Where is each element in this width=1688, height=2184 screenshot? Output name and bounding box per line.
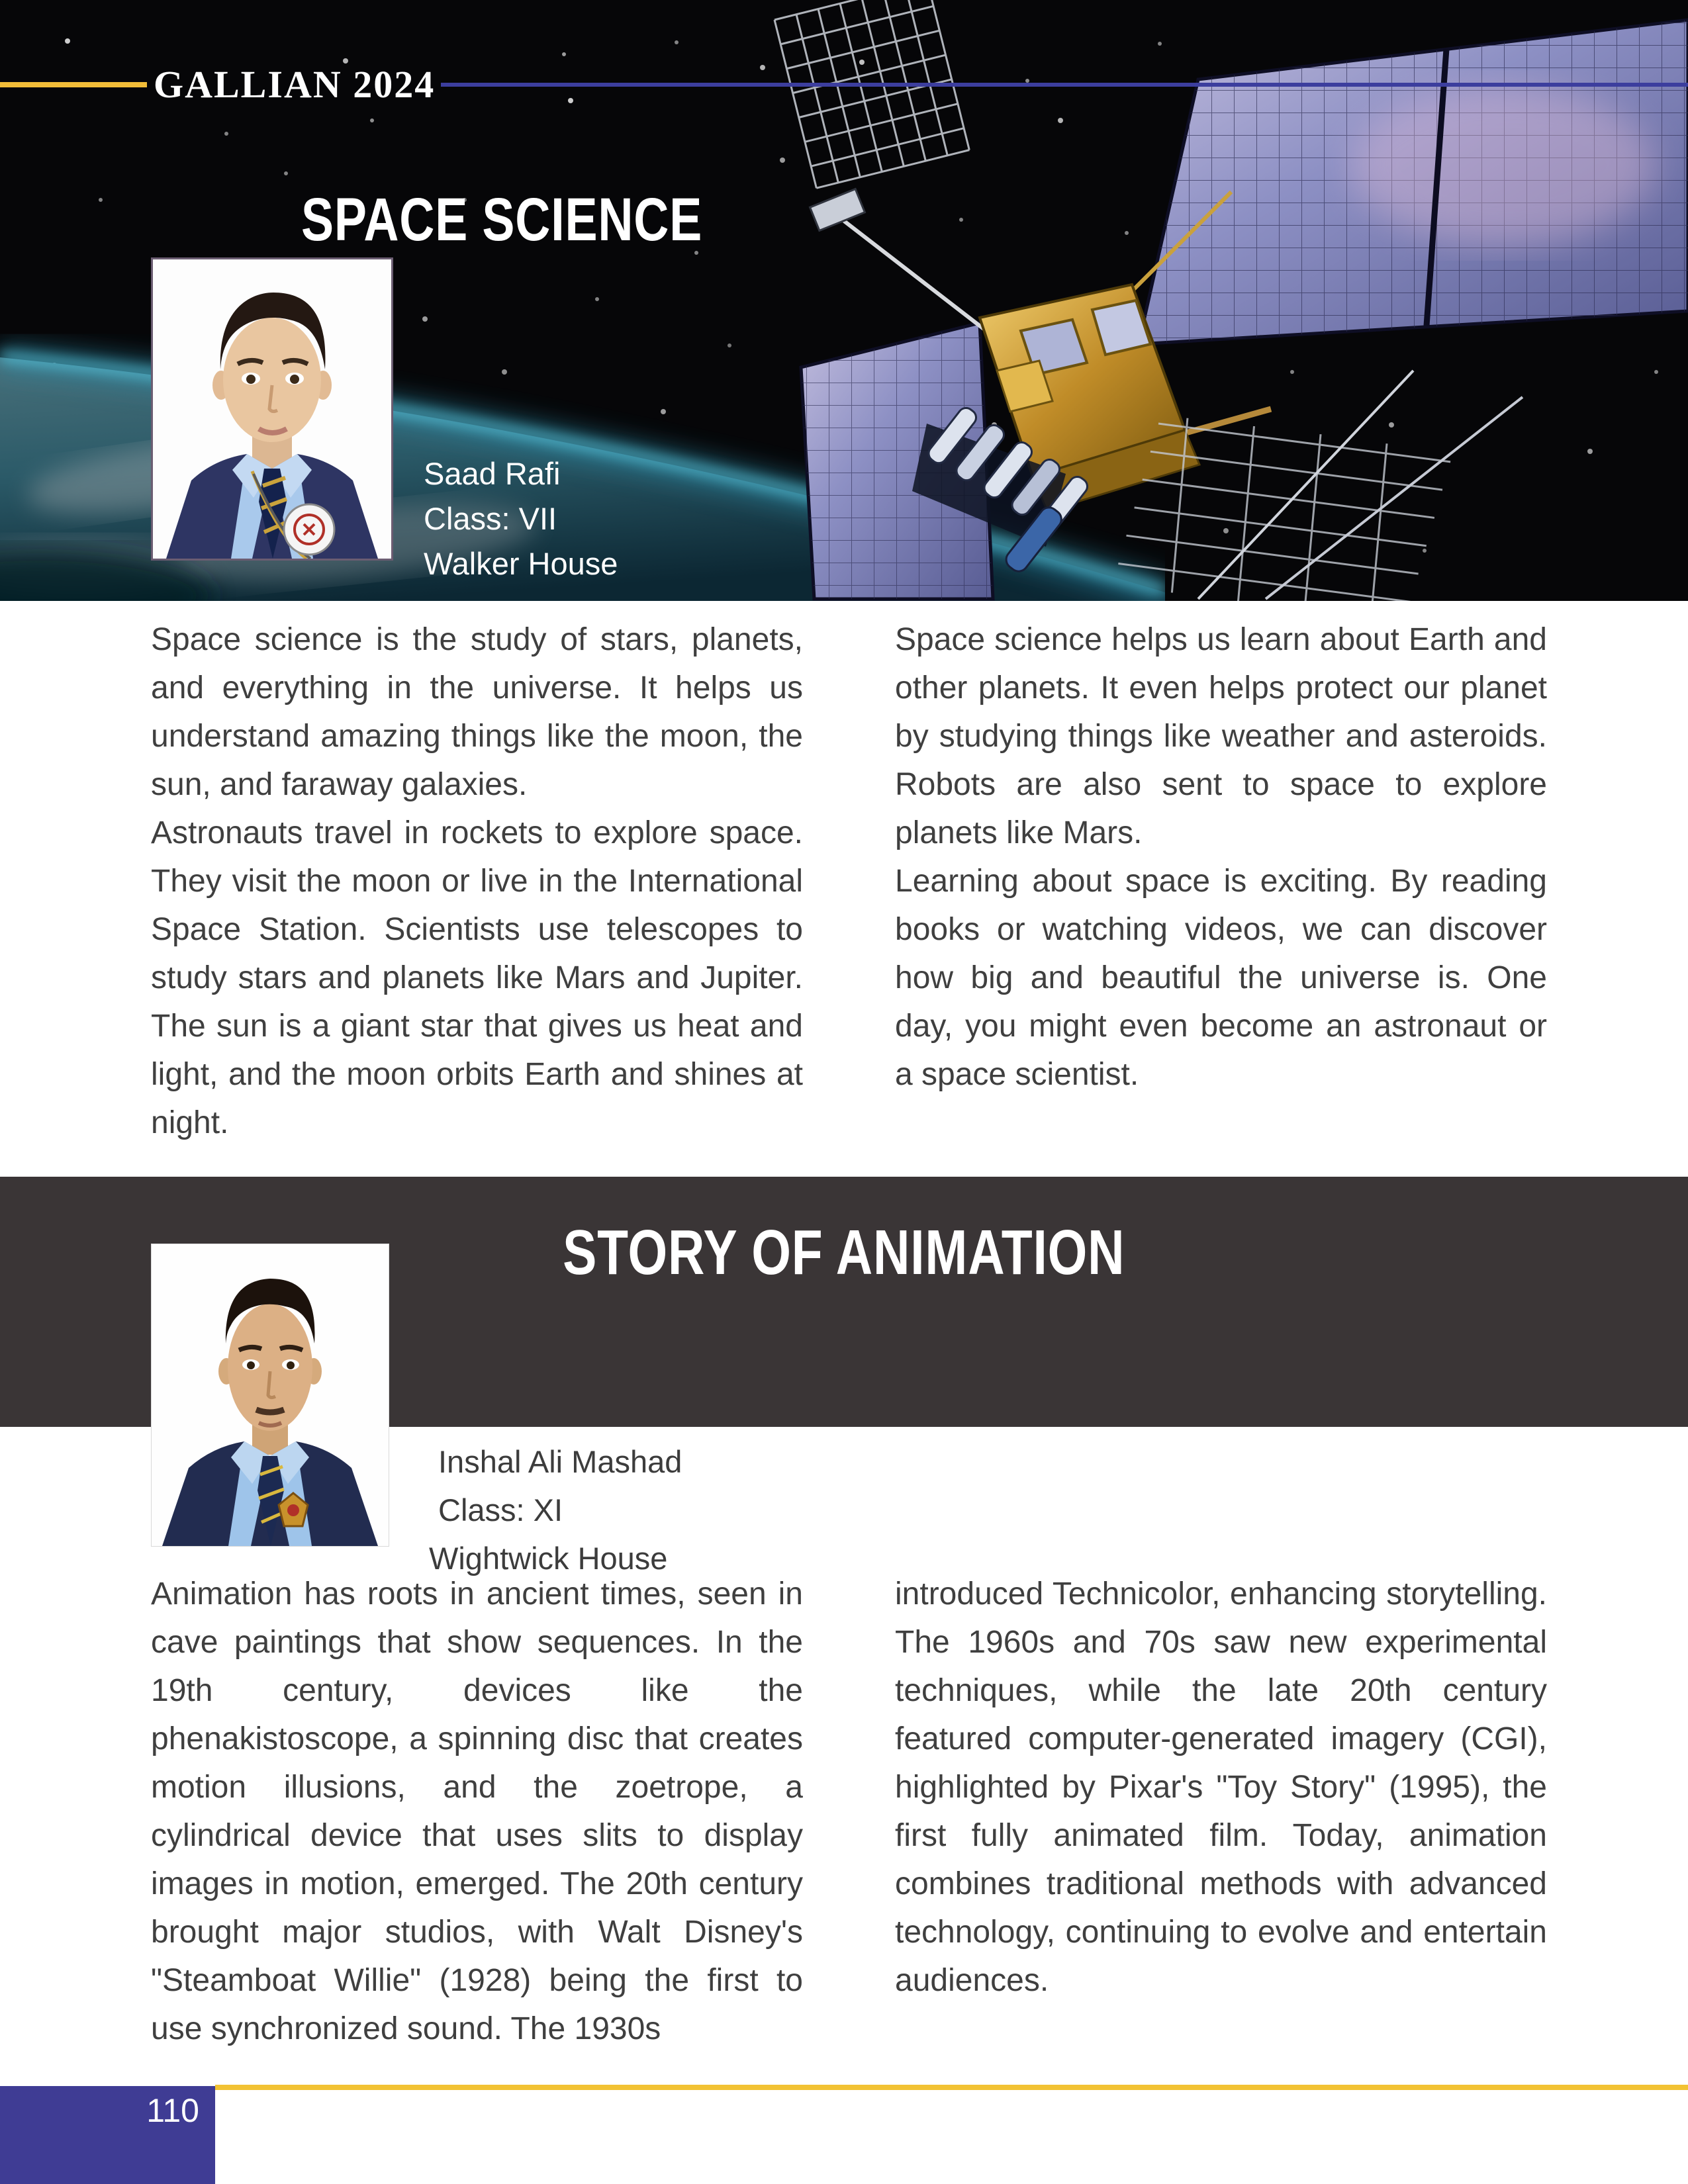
space-article-column-right xyxy=(895,615,1547,1099)
page-number: 110 xyxy=(146,2092,199,2129)
paragraph: Learning about space is exciting. By reading books or watching videos, we can discover how big and beautiful the universe is. One day, you might even become an astronaut or a space scientist. xyxy=(895,864,1547,1092)
paragraph: Astronauts travel in rockets to explore space. They visit the moon or live in the International Space Station. Scientists use telescopes to study stars and planets like Mars and Jupiter. The sun is a giant star that gives us heat and light, and the moon orbits Earth and shines at night. xyxy=(151,815,803,1140)
animation-article-column-left xyxy=(151,1570,803,2053)
paragraph: Animation has roots in ancient times, seen in cave paintings that show sequences. In the 19th century, devices like the phenakistoscope, a spinning disc that creates motion illusions, and the zoetrope, a cylindrical device that uses slits to display images in motion, emerged. The 20th century brought major studios, with Walt Disney's "Steamboat Willie" (1928) being the first to use synchronized sound. The 1930s xyxy=(151,1576,803,2046)
space-article-title-text: SPACE SCIENCE xyxy=(301,185,703,253)
paragraph: Space science helps us learn about Earth and other planets. It even helps protect our planet by studying things like weather and asteroids. Robots are also sent to space to explore planets like Mars. xyxy=(895,622,1547,850)
author-caption-inshal xyxy=(429,1437,682,1582)
student-portrait-inshal-ali xyxy=(151,1244,389,1547)
author-caption-saad xyxy=(424,451,618,586)
paragraph: introduced Technicolor, enhancing storytelling. The 1960s and 70s saw new experimental techniques, while the late 20th century featured computer-generated imagery (CGI), highlighted by Pixar's "Toy Story" (1995), the first fully animated film. Today, animation combines traditional methods with advanced technology, continuing to evolve and entertain audiences. xyxy=(895,1576,1547,1998)
animation-article-title-text: STORY OF ANIMATION xyxy=(563,1217,1125,1288)
author-house: Walker House xyxy=(424,546,618,581)
animation-article-column-right xyxy=(895,1570,1547,2005)
author-name: Inshal Ali Mashad xyxy=(438,1444,682,1479)
header-rule-blue xyxy=(441,83,1688,87)
star-field-icon xyxy=(0,0,3,3)
student-portrait-saad-rafi xyxy=(151,257,393,561)
space-article-column-left xyxy=(151,615,803,1147)
author-class: Class: VII xyxy=(424,501,557,536)
magazine-title: GALLIAN 2024 xyxy=(154,63,436,106)
satellite-icon xyxy=(761,0,1688,601)
author-house: Wightwick House xyxy=(429,1541,668,1576)
footer-page-number-box xyxy=(0,2086,215,2184)
author-class: Class: XI xyxy=(438,1492,563,1527)
footer-rule-yellow xyxy=(215,2085,1688,2090)
paragraph: Space science is the study of stars, planets, and everything in the universe. It helps us understand amazing things like the moon, the sun, and faraway galaxies. xyxy=(151,622,803,802)
header-rule-yellow xyxy=(0,82,147,87)
author-name: Saad Rafi xyxy=(424,456,561,491)
space-article-title xyxy=(301,185,803,255)
